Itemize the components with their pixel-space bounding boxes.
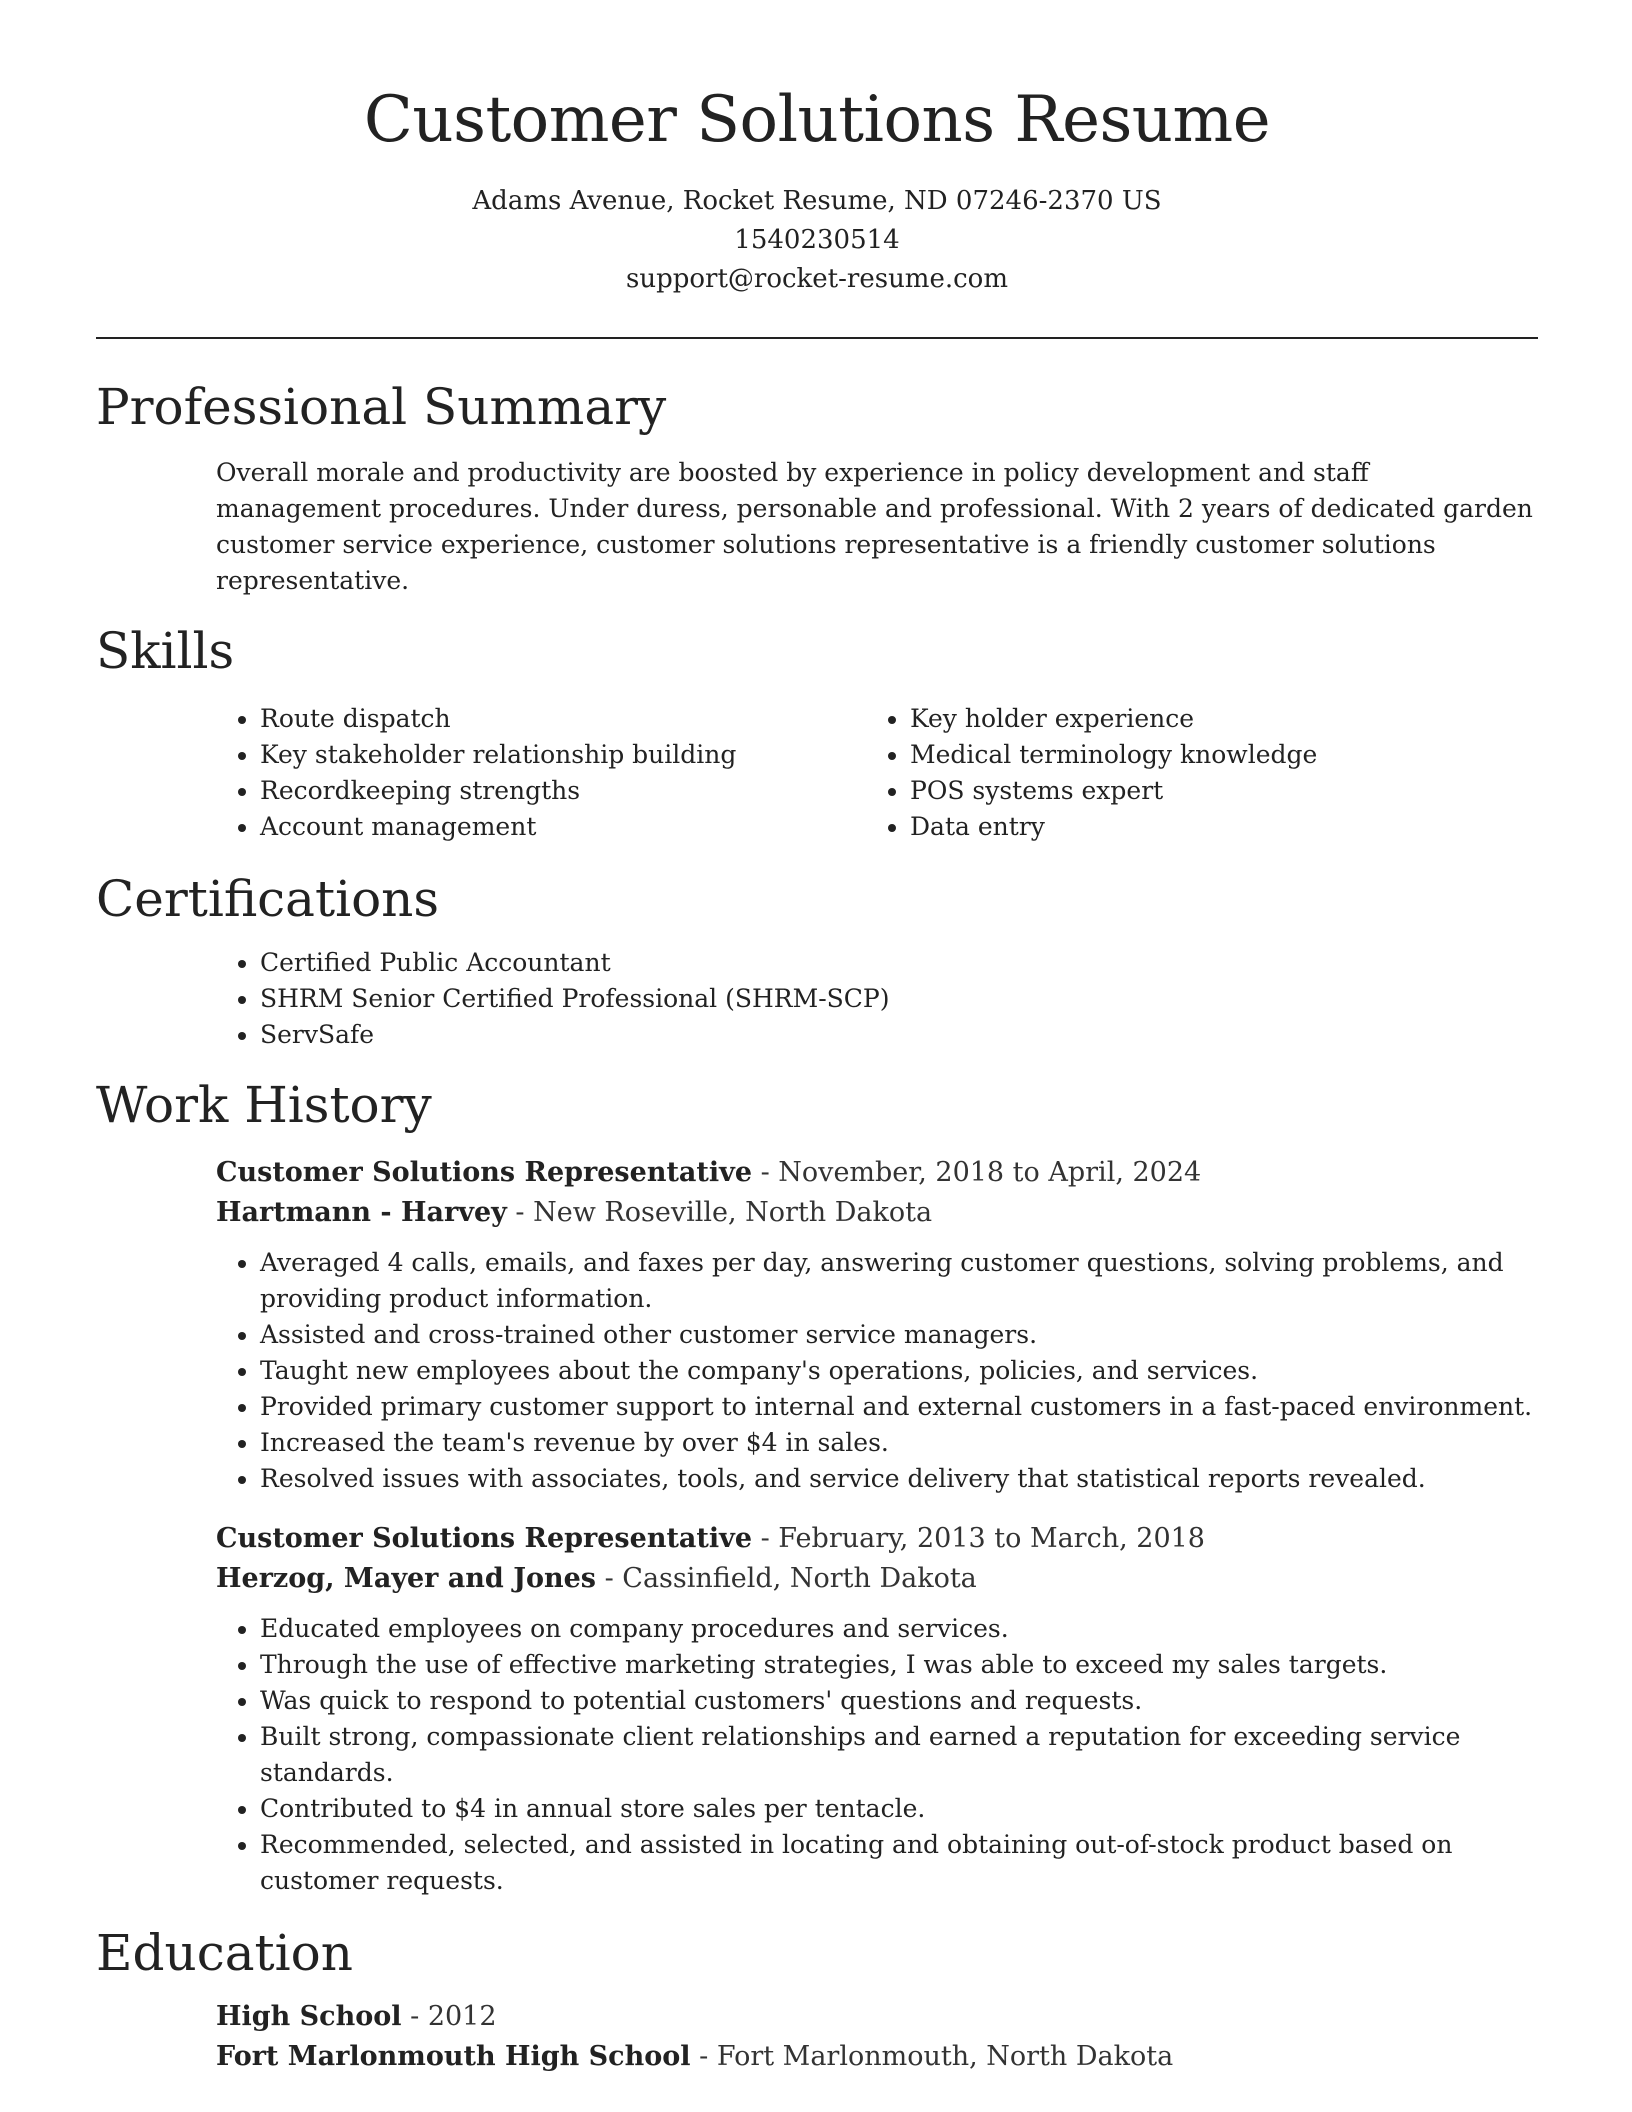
job-duty: • Averaged 4 calls, emails, and faxes per day, answering customer questions, solving problems, and providing product information.	[260, 1245, 1538, 1317]
job-entry	[216, 1519, 1538, 1899]
job-company-line	[216, 1559, 1538, 1599]
skill-item: • Medical terminology knowledge	[910, 737, 1516, 773]
education-degree: High School	[216, 2000, 402, 2032]
contact-email: support@rocket-resume.com	[625, 263, 1008, 294]
job-duties	[216, 1245, 1538, 1497]
education-year: - 2012	[401, 2000, 497, 2032]
job-duties	[216, 1611, 1538, 1899]
job-role: Customer Solutions Representative	[216, 1156, 753, 1188]
skills-heading: Skills	[96, 621, 235, 680]
job-dates: - February, 2013 to March, 2018	[752, 1522, 1205, 1554]
education-school: Fort Marlonmouth High School	[216, 2040, 691, 2072]
job-duty: • Provided primary customer support to internal and external customers in a fast-paced environment.	[260, 1389, 1538, 1425]
job-duty: • Taught new employees about the company's operations, policies, and services.	[260, 1353, 1538, 1389]
skill-item: • Account management	[260, 809, 866, 845]
skill-item: • Key stakeholder relationship building	[260, 737, 866, 773]
job-duty: • Was quick to respond to potential customers' questions and requests.	[260, 1683, 1538, 1719]
skill-item: • Recordkeeping strengths	[260, 773, 866, 809]
job-duty: • Contributed to $4 in annual store sales per tentacle.	[260, 1791, 1538, 1827]
job-company: Herzog, Mayer and Jones	[216, 1562, 597, 1594]
job-duty: • Built strong, compassionate client relationships and earned a reputation for exceeding service standards.	[260, 1719, 1538, 1791]
job-title-line	[216, 1519, 1538, 1559]
education-degree-line	[216, 1997, 1538, 2037]
job-entry	[216, 1153, 1538, 1497]
job-company: Hartmann - Harvey	[216, 1196, 507, 1228]
contact-address: Adams Avenue, Rocket Resume, ND 07246-2370 US	[472, 185, 1162, 216]
job-role: Customer Solutions Representative	[216, 1522, 753, 1554]
certification-item: • ServSafe	[260, 1017, 1538, 1053]
certification-item: • Certified Public Accountant	[260, 945, 1538, 981]
job-duty: • Recommended, selected, and assisted in locating and obtaining out-of-stock product based on customer requests.	[260, 1827, 1538, 1899]
work-history-heading: Work History	[96, 1075, 432, 1134]
resume-page	[96, 0, 1538, 2077]
skills-column-right	[866, 701, 1516, 845]
certifications-heading: Certifications	[96, 869, 440, 928]
education-school-line	[216, 2037, 1538, 2077]
certifications-list	[216, 945, 1538, 1053]
job-duty: • Educated employees on company procedures and services.	[260, 1611, 1538, 1647]
summary-text: Overall morale and productivity are boosted by experience in policy development and staff management procedures. Under duress, personable and professional. With 2 years of dedicated garden customer service experience, customer solutions representative is a friendly customer solutions representative.	[216, 457, 1533, 595]
contact-phone: 1540230514	[734, 224, 900, 255]
resume-title: Customer Solutions Resume	[363, 83, 1271, 157]
certification-item: • SHRM Senior Certified Professional (SHRM-SCP)	[260, 981, 1538, 1017]
skill-item: • POS systems expert	[910, 773, 1516, 809]
skill-item: • Key holder experience	[910, 701, 1516, 737]
header-divider	[96, 337, 1538, 339]
education-entry	[216, 1997, 1538, 2077]
skills-column-left	[216, 701, 866, 845]
skill-item: • Data entry	[910, 809, 1516, 845]
education-location: - Fort Marlonmouth, North Dakota	[690, 2040, 1174, 2072]
job-title-line	[216, 1153, 1538, 1193]
job-duty: • Resolved issues with associates, tools, and service delivery that statistical reports revealed.	[260, 1461, 1538, 1497]
skill-item: • Route dispatch	[260, 701, 866, 737]
job-duty: • Through the use of effective marketing strategies, I was able to exceed my sales targets.	[260, 1647, 1538, 1683]
job-location: - New Roseville, North Dakota	[506, 1196, 933, 1228]
job-company-line	[216, 1193, 1538, 1233]
job-location: - Cassinfield, North Dakota	[596, 1562, 977, 1594]
contact-info	[96, 182, 1538, 299]
job-duty: • Increased the team's revenue by over $4 in sales.	[260, 1425, 1538, 1461]
education-heading: Education	[96, 1923, 353, 1982]
summary-heading: Professional Summary	[96, 377, 667, 436]
job-duty: • Assisted and cross-trained other customer service managers.	[260, 1317, 1538, 1353]
skills-list	[216, 701, 1538, 845]
job-dates: - November, 2018 to April, 2024	[752, 1156, 1202, 1188]
resume-header	[96, 0, 1538, 299]
